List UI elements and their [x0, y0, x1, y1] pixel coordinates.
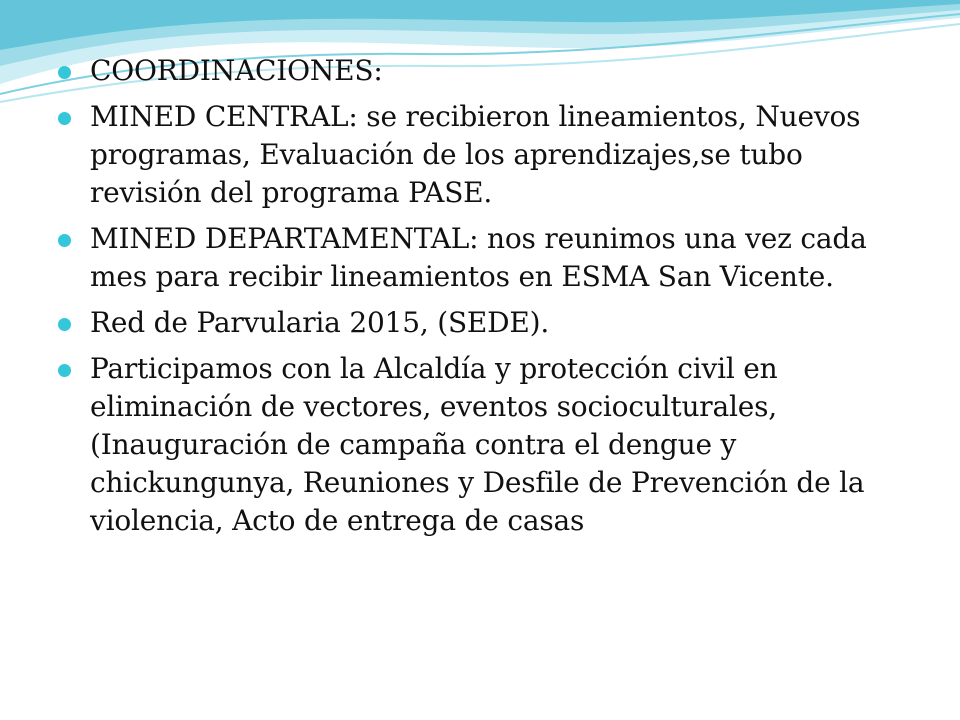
- bullet-dot-icon: [58, 234, 71, 247]
- bullet-dot-icon: [58, 364, 71, 377]
- bullet-text: Participamos con la Alcaldía y protección civil en eliminación de vectores, eventos socioculturales,(Inauguración de campaña contra el dengue y chickungunya, Reuniones y Desfile de Prevención de la violencia, Acto de entrega de casas: [90, 352, 865, 537]
- bullet-dot-icon: [58, 66, 71, 79]
- bullet-text: COORDINACIONES:: [90, 54, 383, 87]
- bullet-list: [58, 52, 918, 540]
- bullet-text: Red de Parvularia 2015, (SEDE).: [90, 306, 550, 339]
- bullet-item-red-parvularia: [58, 304, 918, 342]
- bullet-item-mined-central: [58, 98, 918, 212]
- bullet-text: MINED DEPARTAMENTAL: nos reunimos una vez cada mes para recibir lineamientos en ESMA San Vicente.: [90, 222, 867, 293]
- bullet-item-mined-departamental: [58, 220, 918, 296]
- bullet-dot-icon: [58, 318, 71, 331]
- slide-content: [58, 52, 918, 548]
- bullet-item-coordinaciones: [58, 52, 918, 90]
- bullet-dot-icon: [58, 112, 71, 125]
- bullet-text: MINED CENTRAL: se recibieron lineamientos, Nuevos programas, Evaluación de los aprendizajes,se tubo revisión del programa PASE.: [90, 100, 861, 209]
- bullet-item-participamos: [58, 350, 918, 540]
